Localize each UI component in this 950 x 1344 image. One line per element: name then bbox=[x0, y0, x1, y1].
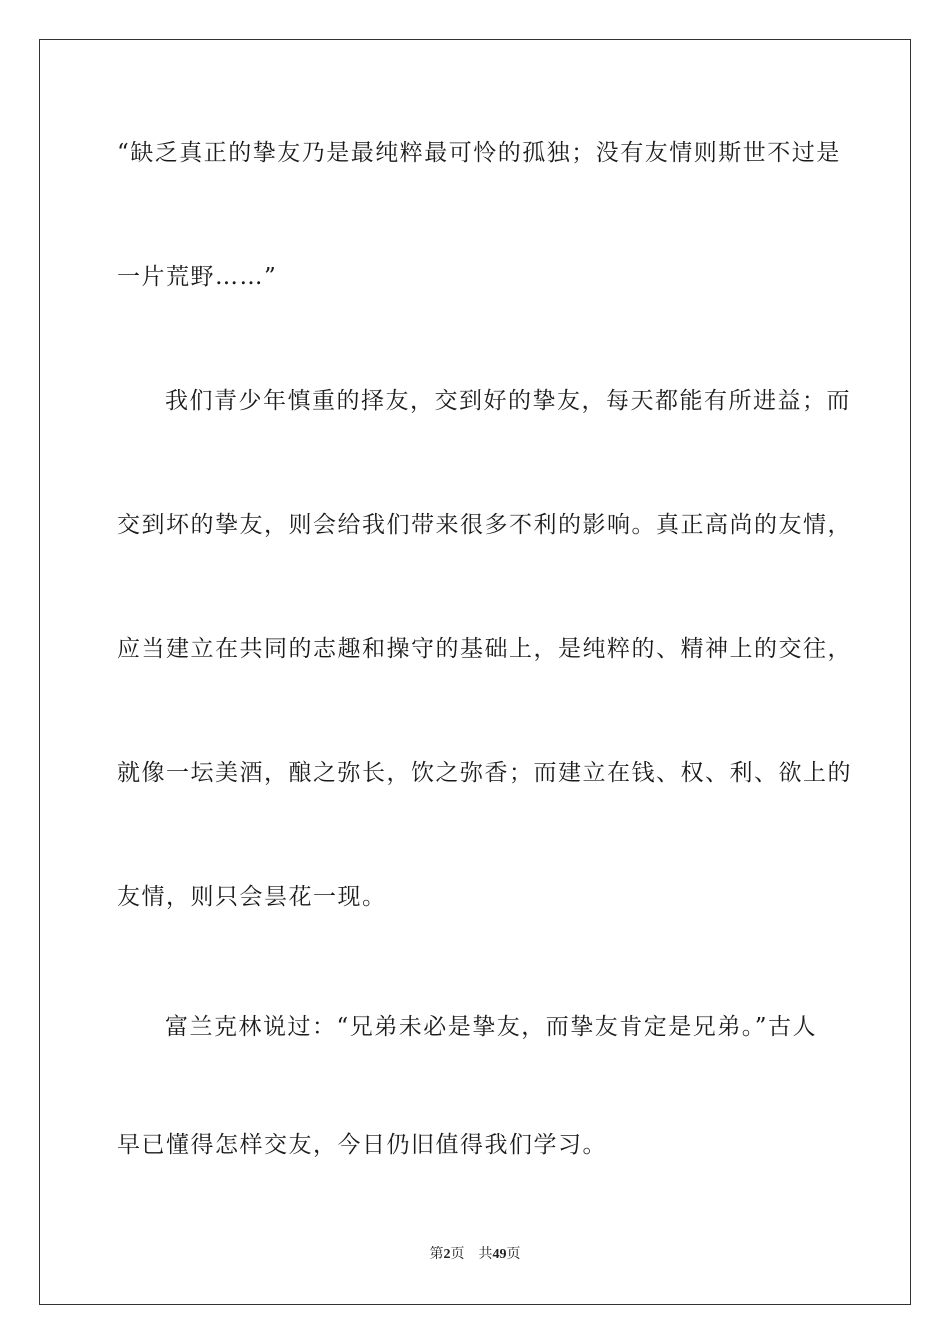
footer-page-prefix: 第 bbox=[429, 1246, 444, 1262]
footer-page-suffix: 页 bbox=[450, 1246, 465, 1262]
paragraph-3-line-1: 富兰克林说过：“兄弟未必是挚友，而挚友肯定是兄弟。”古人 bbox=[165, 1014, 818, 1040]
paragraph-2-line-3: 应当建立在共同的志趣和操守的基础上，是纯粹的、精神上的交往， bbox=[117, 636, 852, 662]
page-border bbox=[39, 39, 911, 1305]
footer-total-suffix: 页 bbox=[506, 1246, 521, 1262]
paragraph-2-line-4: 就像一坛美酒，酿之弥长，饮之弥香；而建立在钱、权、利、欲上的 bbox=[117, 760, 852, 786]
footer-total-pages: 49 bbox=[492, 1247, 507, 1262]
paragraph-2-line-5: 友情，则只会昙花一现。 bbox=[117, 884, 387, 910]
footer-page-number: 2 bbox=[443, 1247, 451, 1262]
paragraph-3-line-2: 早已懂得怎样交友，今日仍旧值得我们学习。 bbox=[117, 1132, 607, 1158]
paragraph-2-line-1: 我们青少年慎重的择友，交到好的挚友，每天都能有所进益；而 bbox=[165, 388, 851, 414]
page-footer bbox=[0, 1244, 950, 1265]
footer-total-prefix: 共 bbox=[478, 1246, 493, 1262]
paragraph-1-line-1: “缺乏真正的挚友乃是最纯粹最可怜的孤独；没有友情则斯世不过是 bbox=[117, 140, 841, 166]
paragraph-1-line-2: 一片荒野……” bbox=[117, 264, 278, 290]
paragraph-2-line-2: 交到坏的挚友，则会给我们带来很多不利的影响。真正高尚的友情， bbox=[117, 512, 852, 538]
